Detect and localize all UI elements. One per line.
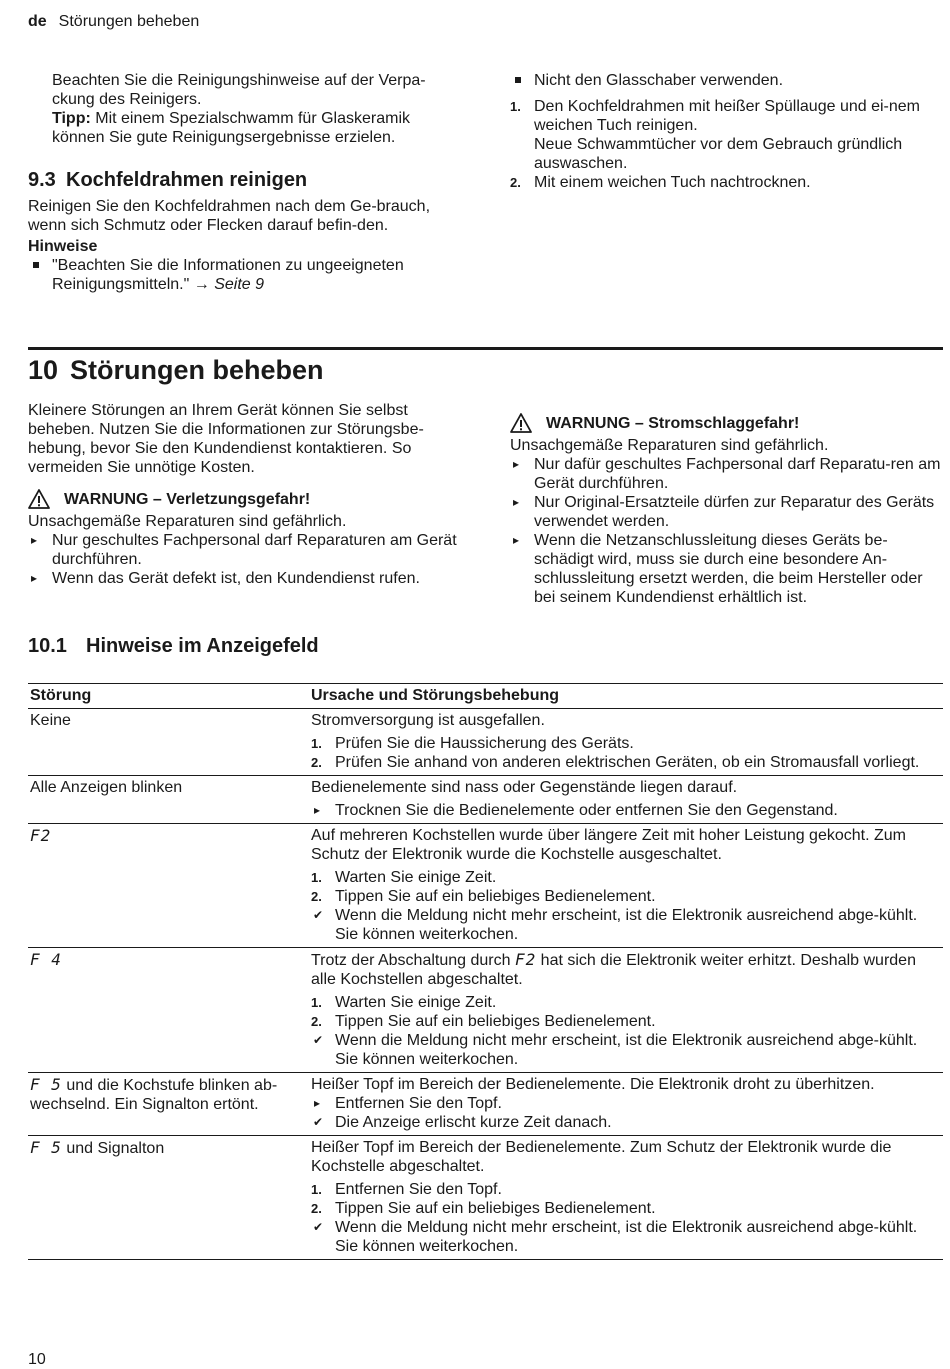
column-header-cause: Ursache und Störungsbehebung [309, 684, 943, 709]
step-subtext: Neue Schwammtücher vor dem Gebrauch gründlich auswaschen. [534, 136, 903, 172]
tip-text: Mit einem Spezialschwamm für Glaskeramik können Sie gute Reinigungsergebnisse erzielen. [52, 110, 411, 146]
step-item [311, 868, 943, 887]
hint-text: "Beachten Sie die Informationen zu ungeeigneten Reinigungsmitteln." [52, 257, 404, 293]
cause-cell [309, 948, 943, 1073]
cleaning-notes [52, 71, 462, 147]
chapter-heading [28, 354, 324, 386]
cause-cell [309, 1136, 943, 1260]
subsection-title: Hinweise im Anzeigefeld [86, 635, 319, 657]
display-code: F2 [30, 826, 52, 845]
step-item [510, 97, 942, 173]
cause-text: Bedienelemente sind nass oder Gegenstände liegen darauf. [311, 779, 738, 796]
fault-cell [28, 1136, 309, 1260]
tip-label: Tipp: [52, 110, 91, 127]
page-reference-link[interactable]: → Seite 9 [189, 276, 265, 293]
step-number: 1. [311, 1182, 322, 1197]
warning-icon [510, 413, 532, 433]
section-9-3 [28, 168, 462, 294]
header-title: Störungen beheben [58, 13, 200, 30]
step-number: 1. [311, 995, 322, 1010]
cause-text-part: Trotz der Abschaltung durch [311, 952, 515, 969]
display-code: F 5 [30, 1075, 62, 1094]
cause-text: Heißer Topf im Bereich der Bedienelemente. Die Elektronik droht zu überhitzen. [311, 1076, 875, 1093]
fault-table [28, 683, 943, 1260]
section-text: Reinigen Sie den Kochfeldrahmen nach dem Ge-brauch, wenn sich Schmutz oder Flecken darauf befin-den. [28, 198, 431, 234]
subsection-number: 10.1 [28, 635, 67, 657]
page-number: 10 [28, 1351, 46, 1368]
step-text: Warten Sie einige Zeit. [335, 869, 497, 886]
step-item [311, 1180, 943, 1199]
list-item: ▸ Nur dafür geschultes Fachpersonal darf Reparatu-ren am Gerät durchführen. [510, 455, 942, 493]
warning-icon [28, 489, 50, 509]
tip-paragraph [52, 109, 462, 147]
fault-cell: Keine [28, 709, 309, 776]
fault-cell [28, 948, 309, 1073]
fault-cell [28, 1073, 309, 1136]
action-item: ▸ Trocknen Sie die Bedienelemente oder entfernen Sie den Gegenstand. [311, 801, 943, 820]
step-text: Entfernen Sie den Topf. [335, 1181, 502, 1198]
step-text: Tippen Sie auf ein beliebiges Bedienelement. [335, 1200, 656, 1217]
action-item: ▸ Entfernen Sie den Topf. [311, 1094, 943, 1113]
step-item [311, 753, 943, 772]
column-header-fault: Störung [28, 684, 309, 709]
result-item: ✔ Wenn die Meldung nicht mehr erscheint, ist die Elektronik ausreichend abge-kühlt. Sie können weiterkochen. [311, 1218, 943, 1256]
step-text: Mit einem weichen Tuch nachtrocknen. [534, 174, 811, 191]
fault-cell: Alle Anzeigen blinken [28, 776, 309, 824]
table-row [28, 824, 943, 948]
step-number: 1. [311, 870, 322, 885]
hints-label: Hinweise [28, 238, 98, 255]
list-item: ▸ Wenn die Netzanschlussleitung dieses Geräts be-schädigt wird, muss sie durch eine besondere An-schlussleitung ersetzt werden, die beim Hersteller oder bei seinem Kundendienst erhältlich ist. [510, 531, 942, 607]
warning-heading [510, 413, 942, 433]
step-text: Prüfen Sie anhand von anderen elektrischen Geräten, ob ein Stromausfall vorliegt. [335, 754, 920, 771]
cause-text: Stromversorgung ist ausgefallen. [311, 712, 545, 729]
cause-cell [309, 824, 943, 948]
subsection-heading [28, 634, 319, 658]
step-number: 2. [311, 1201, 322, 1216]
fault-text: und die Kochstufe blinken ab-wechselnd. Ein Signalton ertönt. [30, 1077, 278, 1113]
cause-cell [309, 776, 943, 824]
step-item [311, 887, 943, 906]
step-text: Prüfen Sie die Haussicherung des Geräts. [335, 735, 634, 752]
result-item: ✔ Wenn die Meldung nicht mehr erscheint, ist die Elektronik ausreichend abge-kühlt. Sie können weiterkochen. [311, 906, 943, 944]
step-item [510, 173, 942, 192]
display-code: F 5 [30, 1138, 62, 1157]
cause-text: Auf mehreren Kochstellen wurde über längere Zeit mit hoher Leistung gekocht. Zum Schutz der Elektronik wurde die Kochstelle ausgeschaltet. [311, 827, 906, 863]
chapter-title: Störungen beheben [70, 355, 324, 385]
cause-cell [309, 1073, 943, 1136]
warning-text: Unsachgemäße Reparaturen sind gefährlich. [28, 513, 347, 530]
warning-heading [28, 489, 462, 509]
step-text: Den Kochfeldrahmen mit heißer Spüllauge und ei-nem weichen Tuch reinigen. [534, 98, 920, 134]
step-item [311, 1199, 943, 1218]
step-number: 1. [510, 99, 521, 114]
table-header-row [28, 684, 943, 709]
chapter-number: 10 [28, 355, 59, 385]
chapter-divider [28, 347, 943, 350]
chapter-intro [28, 401, 462, 588]
step-item [311, 993, 943, 1012]
result-item: ✔ Die Anzeige erlischt kurze Zeit danach. [311, 1113, 943, 1132]
step-number: 2. [311, 1014, 322, 1029]
warning-text: Unsachgemäße Reparaturen sind gefährlich. [510, 437, 829, 454]
table-row [28, 1136, 943, 1260]
section-title: Kochfeldrahmen reinigen [66, 169, 308, 191]
section-number: 9.3 [28, 169, 56, 191]
cause-cell [309, 709, 943, 776]
list-item: ▸ Nur geschultes Fachpersonal darf Reparaturen am Gerät durchführen. [28, 531, 462, 569]
warning-title: WARNUNG – Stromschlaggefahr! [546, 414, 800, 432]
step-number: 2. [311, 889, 322, 904]
frame-cleaning-steps [510, 71, 942, 192]
running-header [28, 12, 199, 31]
cause-text [311, 950, 943, 989]
table-row [28, 1073, 943, 1136]
intro-text: Kleinere Störungen an Ihrem Gerät können Sie selbst beheben. Nutzen Sie die Informationen zur Störungsbe-hebung, bevor Sie den Kundendienst kontaktieren. So vermeiden Sie unnötige Kosten. [28, 402, 424, 476]
step-number: 2. [311, 755, 322, 770]
hint-item [28, 256, 462, 294]
display-code: F2 [514, 950, 537, 969]
cause-text-part: hat sich die Elektronik weiter erhitzt. Deshalb wurden alle Kochstellen abgeschaltet. [311, 952, 916, 988]
table-row [28, 709, 943, 776]
table-row [28, 776, 943, 824]
display-code: F 4 [30, 950, 62, 969]
step-text: Tippen Sie auf ein beliebiges Bedienelement. [335, 888, 656, 905]
list-item: Nicht den Glasschaber verwenden. [510, 71, 942, 90]
step-item [311, 1012, 943, 1031]
list-item: ▸ Nur Original-Ersatzteile dürfen zur Reparatur des Geräts verwendet werden. [510, 493, 942, 531]
language-code: de [28, 13, 47, 30]
cleaner-note: Beachten Sie die Reinigungshinweise auf der Verpa-ckung des Reinigers. [52, 72, 426, 108]
result-item: ✔ Wenn die Meldung nicht mehr erscheint, ist die Elektronik ausreichend abge-kühlt. Sie können weiterkochen. [311, 1031, 943, 1069]
electric-shock-warning [510, 413, 942, 607]
step-number: 2. [510, 175, 521, 190]
step-text: Warten Sie einige Zeit. [335, 994, 497, 1011]
list-item: ▸ Wenn das Gerät defekt ist, den Kundendienst rufen. [28, 569, 462, 588]
step-number: 1. [311, 736, 322, 751]
table-row [28, 948, 943, 1073]
section-heading [28, 168, 462, 192]
step-item [311, 734, 943, 753]
fault-cell [28, 824, 309, 948]
fault-text: und Signalton [61, 1140, 165, 1157]
cause-text: Heißer Topf im Bereich der Bedienelemente. Zum Schutz der Elektronik wurde die Kochstelle abgeschaltet. [311, 1139, 892, 1175]
step-text: Tippen Sie auf ein beliebiges Bedienelement. [335, 1013, 656, 1030]
warning-title: WARNUNG – Verletzungsgefahr! [64, 490, 311, 508]
